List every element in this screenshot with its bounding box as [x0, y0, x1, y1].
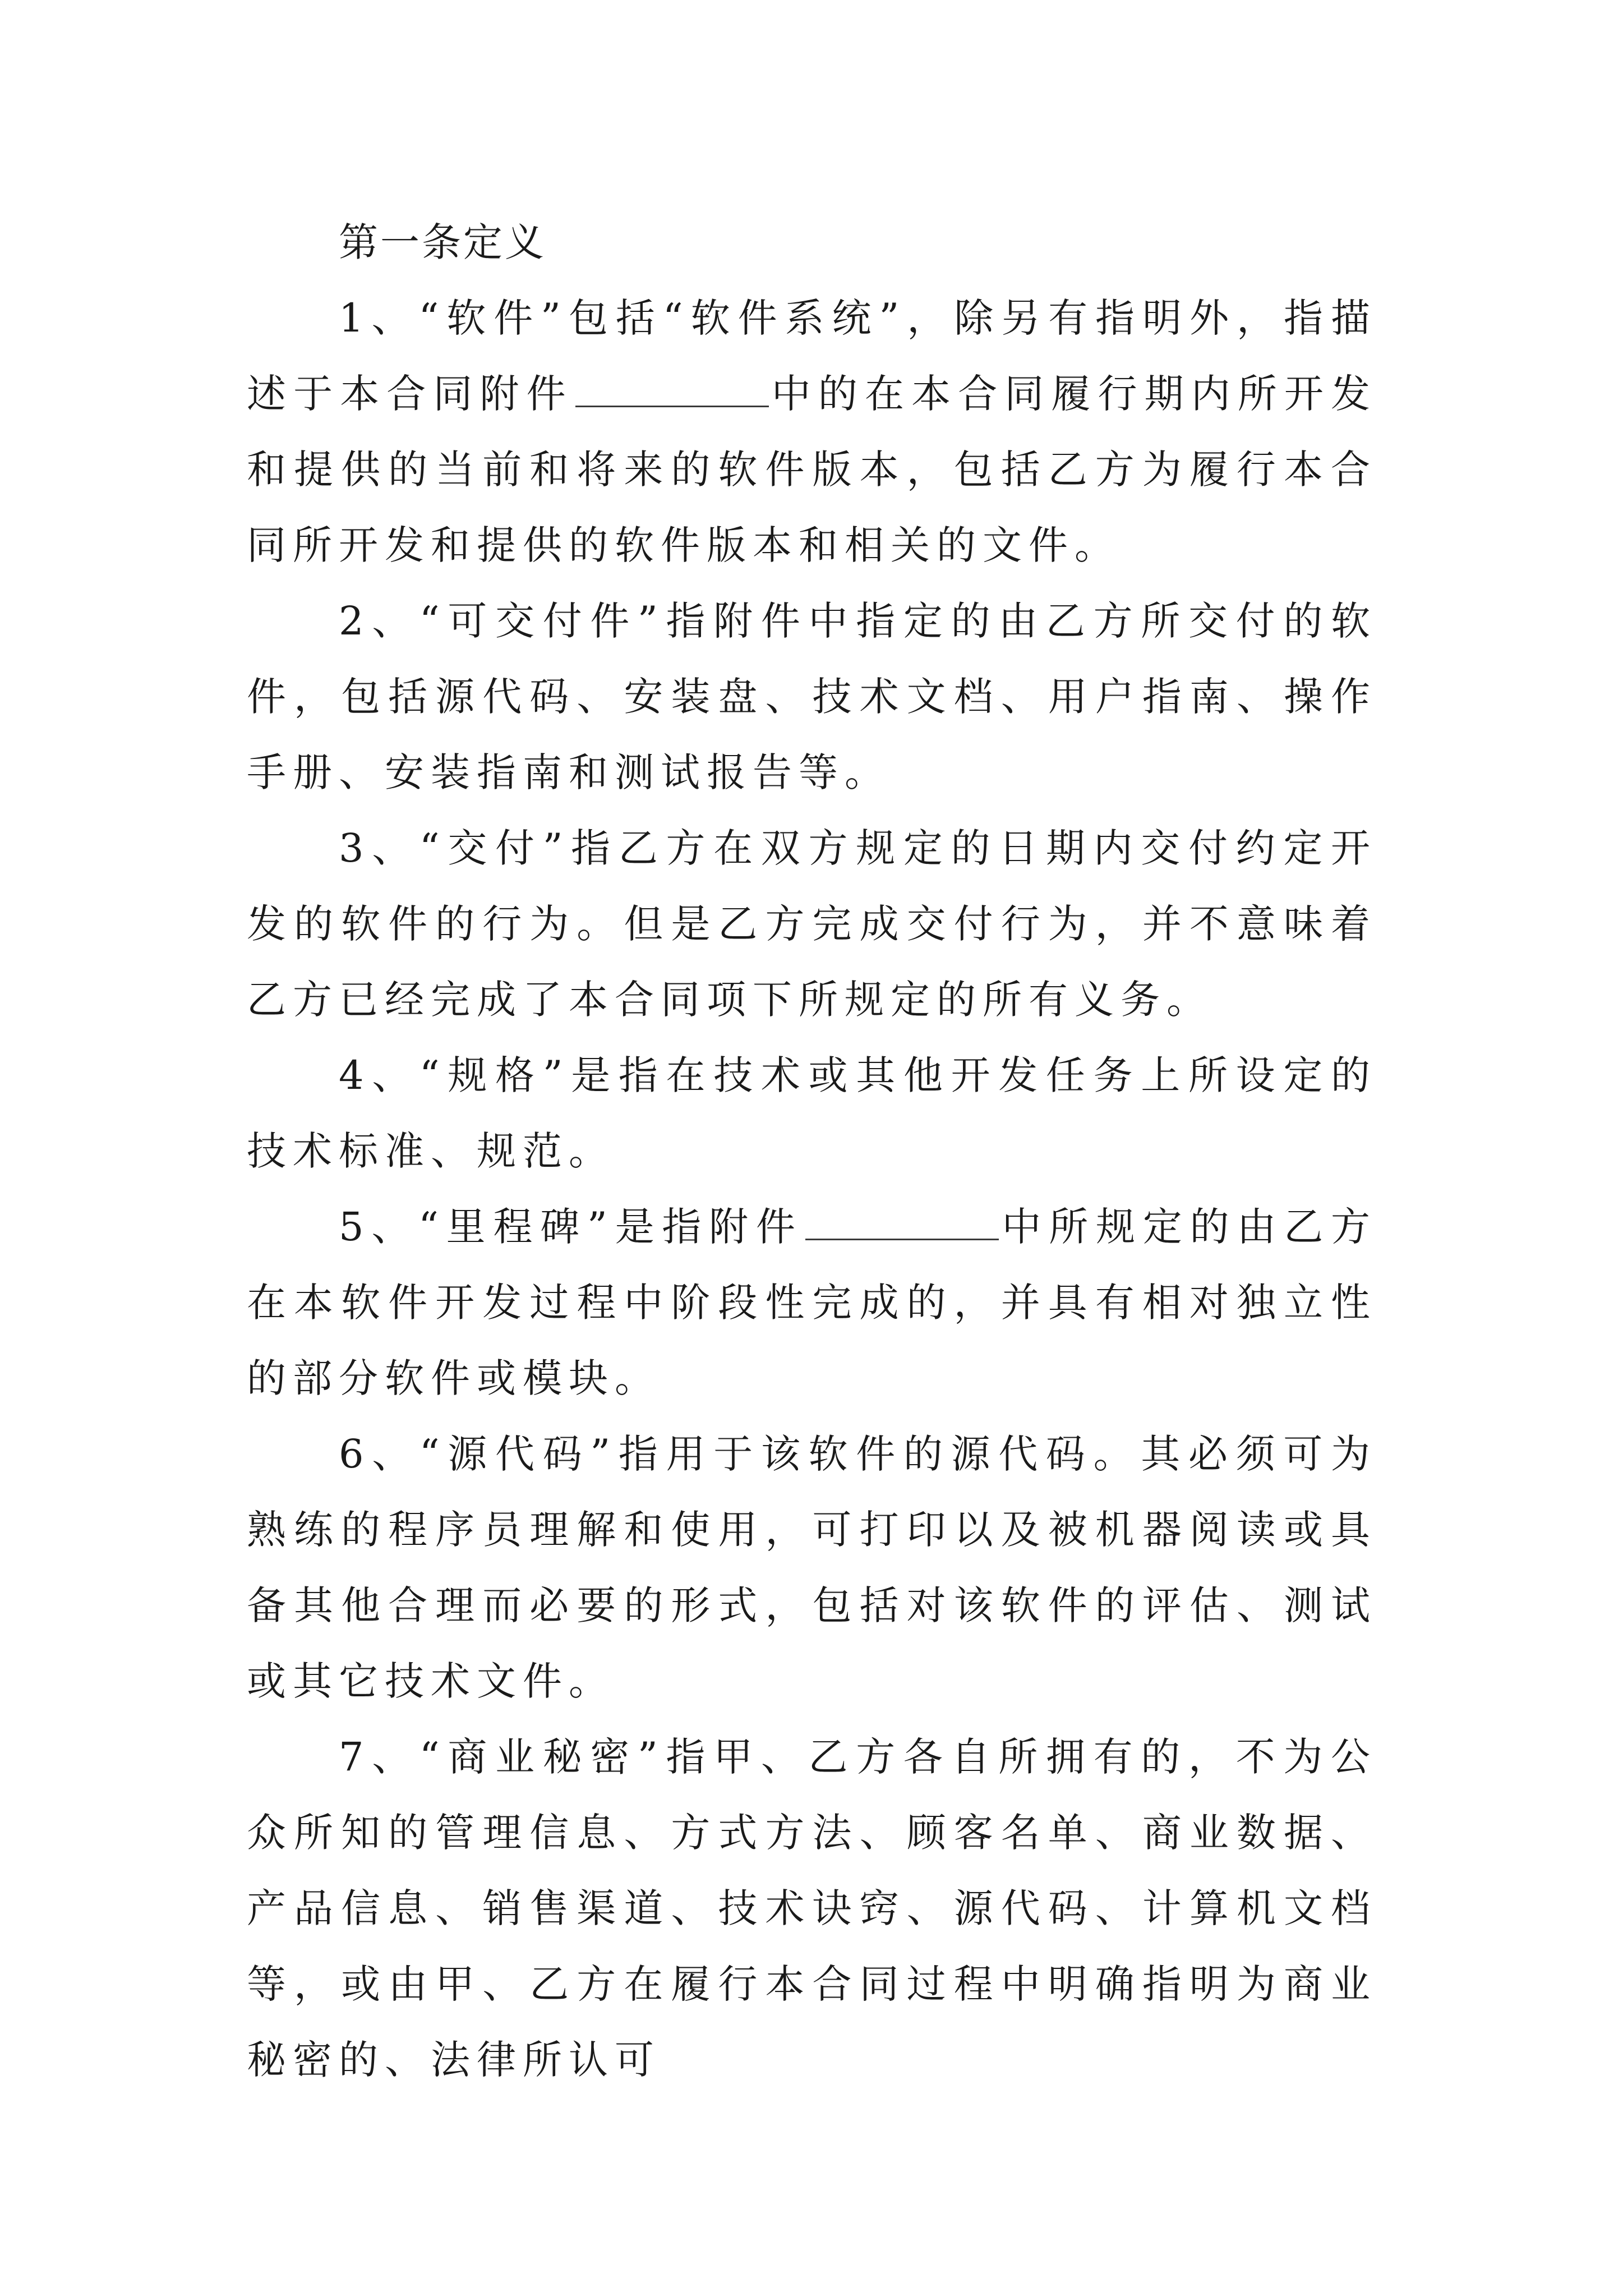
definition-paragraph-1	[247, 280, 1377, 583]
definition-paragraph-5	[247, 1189, 1377, 1416]
document-body	[247, 205, 1377, 2098]
fill-in-blank	[575, 403, 769, 407]
definition-paragraph-7: 7、“商业秘密”指甲、乙方各自所拥有的，不为公众所知的管理信息、方式方法、顾客名单、商业数据、产品信息、销售渠道、技术诀窍、源代码、计算机文档等，或由甲、乙方在履行本合同过程中明确指明为商业秘密的、法律所认可	[247, 1734, 1377, 2083]
definition-paragraph-6: 6、“源代码”指用于该软件的源代码。其必须可为熟练的程序员理解和使用，可打印以及被机器阅读或具备其他合理而必要的形式，包括对该软件的评估、测试或其它技术文件。	[247, 1431, 1377, 1704]
definition-paragraph-4: 4、“规格”是指在技术或其他开发任务上所设定的技术标准、规范。	[247, 1052, 1377, 1174]
definition-paragraph-2: 2、“可交付件”指附件中指定的由乙方所交付的软件，包括源代码、安装盘、技术文档、用户指南、操作手册、安装指南和测试报告等。	[247, 598, 1377, 795]
paragraph-text: 1、“软件”包括“软件系统”，除另有指明外，指描述于本合同附件	[247, 295, 1377, 417]
paragraph-text: 中的在本合同履行期内所开发和提供的当前和将来的软件版本，包括乙方为履行本合同所开发和提供的软件版本和相关的文件。	[247, 371, 1377, 568]
fill-in-blank	[805, 1236, 999, 1240]
definition-paragraph-3: 3、“交付”指乙方在双方规定的日期内交付约定开发的软件的行为。但是乙方完成交付行为，并不意味着乙方已经完成了本合同项下所规定的所有义务。	[247, 825, 1377, 1023]
section-heading: 第一条定义	[339, 219, 546, 265]
paragraph-text: 5、“里程碑”是指附件	[339, 1204, 803, 1250]
paragraph-text: 中所规定的由乙方在本软件开发过程中阶段性完成的，并具有相对独立性的部分软件或模块。	[247, 1204, 1377, 1401]
